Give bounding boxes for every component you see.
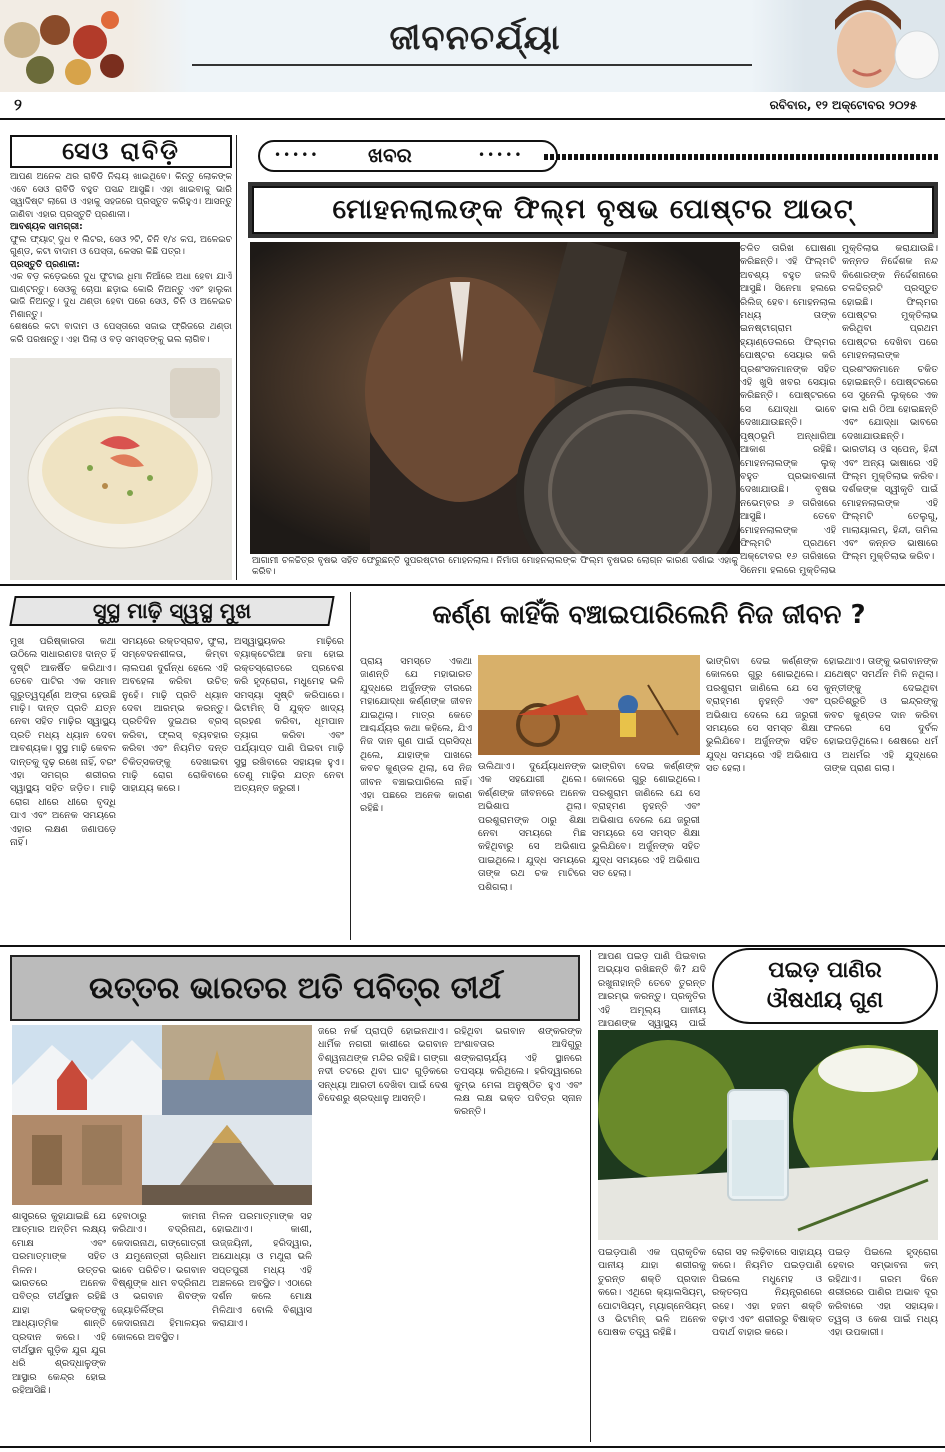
edition-date: ରବିବାର, ୧୨ ଅକ୍ଟୋବର ୨୦୨୫ (769, 98, 917, 112)
recipe-title: ସେଓ ରାବିଡ଼ି (62, 137, 180, 165)
recipe-ingredients: ଫୁଲ ଫ୍ୟାଟ୍ ଦୁଧ ୧ ଲିଟର, ସେଓ ୨ଟି, ଚିନି ୧/୪ କପ, ଅଳେଇଚ ଗୁଣ୍ଡ, କଟା ବାଦାମ ଓ ପେସ୍ତା, କେସର କିଛି ପତ୍ର। (10, 234, 232, 257)
karna-col3: ଭାଙ୍ଗିବା ଦେଇ କର୍ଣ୍ଣଙ୍କ କୋଳରେ ଗୁରୁ ଶୋଇଥିଲେ। ପରଶୁରାମ ଜାଣିଲେ ଯେ ସେ ବ୍ରାହ୍ମଣ ନୁହନ୍ତି ଏବଂ ଅଭିଶାପ ଦେଲେ ଯେ ଜରୁରୀ ସମୟରେ ସେ ସମସ୍ତ ଶିକ୍ଷା ଭୁଲିଯିବେ। ଅର୍ଜୁନଙ୍କ ସହିତ ଯୁଦ୍ଧ ସମୟରେ ଏହି ଅଭିଶାପ ସତ ହେଲା। (592, 761, 700, 880)
recipe-body (10, 171, 232, 355)
karna-col4a: ଭାଙ୍ଗିବା ଦେଇ କର୍ଣ୍ଣଙ୍କ କୋଳରେ ଗୁରୁ ଶୋଇଥିଲେ। ପରଶୁରାମ ଜାଣିଲେ ଯେ ସେ ବ୍ରାହ୍ମଣ ନୁହନ୍ତି ଏବଂ ଅଭିଶାପ ଦେଲେ ଯେ ଜରୁରୀ ସମୟରେ ସେ ସମସ୍ତ ଶିକ୍ଷା ଭୁଲିଯିବେ। ଅର୍ଜୁନଙ୍କ ସହିତ ଯୁଦ୍ଧ ସମୟରେ ଏହି ଅଭିଶାପ ସତ ହେଲା। (706, 656, 818, 775)
coconut-col1: ପଇଡ଼ପାଣି ଏକ ପ୍ରାକୃତିକ ପାନୀୟ ଯାହା ଶରୀରକୁ ତୁରନ୍ତ ଶକ୍ତି ପ୍ରଦାନ କରେ। ଏଥିରେ କ୍ୟାଲସିୟମ୍, ପୋଟାସିୟମ୍, ମ୍ୟାଗ୍ନେସିୟମ୍ ଓ ଭିଟାମିନ୍ ଭଳି ଅନେକ ପୋଷକ ତତ୍ତ୍ୱ ରହିଛି। (598, 1247, 706, 1339)
spices-decoration-image (0, 0, 130, 92)
coconut-title-line2: ଔଷଧୀୟ ଗୁଣ (766, 988, 884, 1013)
tirtha-col5: ରହିଥିବା ଭଗବାନ ଶଙ୍କରଙ୍କ ଅଂଶାବତାର ଆଦିଗୁରୁ ଶଙ୍କରାଚାର୍ଯ୍ୟ ଏହି ସ୍ଥାନରେ ତପସ୍ୟା କରିଥିଲେ। ହରିଦ୍ୱାରରେ କୁମ୍ଭ ମେଳା ଅନୁଷ୍ଠିତ ହୁଏ ଏବଂ ଲକ୍ଷ ଲକ୍ଷ ଭକ୍ତ ପବିତ୍ର ସ୍ନାନ କରନ୍ତି। (454, 1026, 582, 1118)
mohanlal-article-col1: ଚଳିତ ତାରିଖ ଘୋଷଣା କରିଛନ୍ତି। ଏହି ଫିଲ୍ମଟି ଅବଶ୍ୟ ବହୁତ ଜଲଦି ଆସୁଛି। ସିନେମା ହଲରେ ରିଲିଜ୍ ହେବ। ମୋହନଲାଲ ମଧ୍ୟ ତାଙ୍କ ଇନଷ୍ଟାଗ୍ରାମ ହ୍ୟାଣ୍ଡେଲରେ ଫିଲ୍ମର ପୋଷ୍ଟର ସେୟାର କରି ପ୍ରଶଂସକମାନଙ୍କ ସହିତ ଏହି ଖୁସି ଖବର ସେୟାର କରିଛନ୍ତି। ପୋଷ୍ଟରରେ ସେ ଯୋଦ୍ଧା ଭାବେ ଦେଖାଯାଉଛନ୍ତି। ପୃଷ୍ଠଭୂମି ଅନ୍ଧାରିଆ ଆକାଶ ରହିଛି। ମୋହନଲାଲଙ୍କ ଲୁକ୍ ବହୁତ ପ୍ରଭାବଶାଳୀ ଦେଖାଯାଉଛି। ବୃଷଭ ନଭେମ୍ବର ୬ ତାରିଖରେ ଆସୁଛି। ତେବେ ମୋହନଲାଲଙ୍କ ଏହି ଫିଲ୍ମଟି ପ୍ରଥମେ ଅକ୍ଟୋବର ୧୬ ତାରିଖରେ ସିନେମା ହଲରେ ମୁକ୍ତିଲାଭ (740, 243, 836, 576)
page-number: ୨ (14, 95, 22, 114)
tirtha-headline: ଉତ୍ତର ଭାରତର ଅତି ପବିତ୍ର ତୀର୍ଥ (88, 970, 502, 1006)
section-title: ଜୀବନଚର୍ଯ୍ୟା (389, 18, 561, 58)
coconut-title-line1: ପଇଡ଼ ପାଣିର (768, 958, 882, 983)
recipe-method: ଏକ ବଡ଼ କଡ଼େଇରେ ଦୁଧ ଫୁଟାଇ ଧିମା ନିଆଁରେ ଅଧା ହେବା ଯାଏଁ ଘାଣ୍ଟନ୍ତୁ। ସେଓକୁ ଚୋପା ଛଡ଼ାଇ କୋରି ନିଅନ୍ତୁ ଏବଂ ହାଲୁକା ଭାଜି ନିଅନ୍ତୁ। ଦୁଧ ଥଣ୍ଡା ହେବା ପରେ ସେଓ, ଚିନି ଓ ଅଳେଇଚ ମିଶାନ୍ତୁ। (10, 272, 232, 320)
vrusshabha-poster-image (250, 242, 740, 554)
mohanlal-headline-box (248, 182, 938, 238)
karna-headline: କର୍ଣ୍ଣ କାହିଁକି ବଞ୍ଚାଇପାରିଲେନି ନିଜ ଜୀବନ ? (432, 600, 866, 630)
recipe-method-heading: ପ୍ରସ୍ତୁତି ପ୍ରଣାଳୀ: (10, 259, 80, 270)
karna-col4: ହୋଇଥାଏ। ତାଙ୍କୁ ଭଗବାନଙ୍କ ଯଥେଷ୍ଟ ସମର୍ଥନ ମିଳି ନଥିଲା। କୁନ୍ତୀଙ୍କୁ ଦେଇଥିବା ପ୍ରତିଶ୍ରୁତି ଓ ଇନ୍ଦ୍ରଙ୍କୁ କବଚ କୁଣ୍ଡଳ ଦାନ କରିବା ଫଳରେ ସେ ଦୁର୍ବଳ ହୋଇପଡ଼ିଥିଲେ। ଶେଷରେ ଧର୍ମ ଓ ଅଧର୍ମର ଏହି ଯୁଦ୍ଧରେ ତାଙ୍କ ପ୍ରାଣ ଗଲା। (824, 656, 938, 775)
tirtha-col2: ହେବାଠାରୁ କାମନା କରିଥାଏ। ବଦ୍ରିନାଥ, କେଦାରନାଥ, ଗଙ୍ଗୋତ୍ରୀ ଓ ଯମୁନୋତ୍ରୀ ଚାରିଧାମ ଭାବେ ପରିଚିତ। ଭଗବାନ ବିଷ୍ଣୁଙ୍କ ଧାମ ବଦ୍ରିନାଥ ଓ ଭଗବାନ ଶିବଙ୍କ ଜ୍ୟୋତିର୍ଲିଙ୍ଗ କେଦାରନାଥ ହିମାଳୟର କୋଳରେ ଅବସ୍ଥିତ। (112, 1211, 206, 1343)
dental-col1: ମୁଖ ପରିଷ୍କାରତା କଥା ଉଠିଲେ ସାଧାରଣତଃ ଦାନ୍ତ ହିଁ ଦୃଷ୍ଟି ଆକର୍ଷିତ କରିଥାଏ। ତେବେ ପାଟିର ଏକ ସମାନ ଗୁରୁତ୍ୱପୂର୍ଣ୍ଣ ଅଙ୍ଗ ହେଉଛି ମାଢ଼ି। ଦାନ୍ତ ପ୍ରତି ଯତ୍ନ ନେବା ସହିତ ମାଢ଼ିର ସ୍ୱାସ୍ଥ୍ୟ ପ୍ରତି ମଧ୍ୟ ଧ୍ୟାନ ଦେବା ଆବଶ୍ୟକ। ସୁସ୍ଥ ମାଢ଼ି କେବଳ ଦାନ୍ତକୁ ଦୃଢ଼ ରଖେ ନାହିଁ, ବରଂ ଏହା ସମଗ୍ର ଶରୀରର ସ୍ୱାସ୍ଥ୍ୟ ସହିତ ଜଡ଼ିତ। ମାଢ଼ି ରୋଗ ଧୀରେ ଧୀରେ ବୃଦ୍ଧି ପାଏ ଏବଂ ଅନେକ ସମୟରେ ଏହାର ଲକ୍ଷଣ ଜଣାପଡ଼େ ନାହିଁ। (10, 636, 116, 849)
coconut-col3: ପଇଡ଼ ପିଇଲେ ହୃଦ୍‌ରୋଗ ହେବାର ସମ୍ଭାବନା କମ୍ ରହିଥାଏ। ଗରମ ଦିନେ ଶରୀରରେ ପାଣିର ଅଭାବ ଦୂର କରିବାରେ ଏହା ସହାୟକ। ତ୍ୱଚା ଓ କେଶ ପାଇଁ ମଧ୍ୟ ଏହା ଉପକାରୀ। (828, 1247, 938, 1339)
news-label: ଖବର (368, 143, 412, 167)
dental-title: ସୁସ୍ଥ ମାଢ଼ି ସ୍ୱସ୍ଥ ମୁଖ (92, 599, 252, 623)
mahabharata-chariot-image (478, 655, 700, 755)
karna-col1: ପ୍ରାୟ ସମସ୍ତେ ଏକଥା ଜାଣନ୍ତି ଯେ ମହାଭାରତ ଯୁଦ୍ଧରେ ଅର୍ଜୁନଙ୍କ ତୀରରେ ମହାଯୋଦ୍ଧା କର୍ଣ୍ଣଙ୍କ ଜୀବନ ଯାଇଥିଲା। ମାତ୍ର କେତେ ଆଶ୍ଚର୍ଯ୍ୟର କଥା କହିଲେ, ଯିଏ ନିଜ ଦାନ ଗୁଣ ପାଇଁ ପ୍ରସିଦ୍ଧ ଥିଲେ, ଯାହାଙ୍କ ପାଖରେ କବଚ କୁଣ୍ଡଳ ଥିଲା, ସେ ନିଜ ଜୀବନ ବଞ୍ଚାଇପାରିଲେ ନାହିଁ। ଏହା ପଛରେ ଅନେକ କାରଣ ରହିଛି। (360, 656, 472, 815)
tirtha-col4: ଜରେ ନର୍କ ପ୍ରାପ୍ତି ହୋଇନଥାଏ। ଧାର୍ମିକ ନଗରୀ କାଶୀରେ ଭଗବାନ ବିଶ୍ୱନାଥଙ୍କ ମନ୍ଦିର ରହିଛି। ଗଙ୍ଗା ନଦୀ ତଟରେ ଥିବା ଘାଟ ଗୁଡ଼ିକରେ ସନ୍ଧ୍ୟା ଆରତୀ ଦେଖିବା ପାଇଁ ଦେଶ ବିଦେଶରୁ ଶ୍ରଦ୍ଧାଳୁ ଆସନ୍ତି। (318, 1026, 448, 1105)
mohanlal-article-col2: ମୁକ୍ତିଲାଭ କରାଯାଉଛି। କନ୍ନଡ ନିର୍ଦ୍ଦେଶକ ନନ୍ଦ କିଶୋରଙ୍କ ନିର୍ଦ୍ଦେଶନାରେ ଚଳଚ୍ଚିତ୍ରଟି ପ୍ରସ୍ତୁତ ହୋଇଛି। ଫିଲ୍ମର ପୋଷ୍ଟର ମୁକ୍ତିଲାଭ କରିଥିବା ପ୍ରଥମ ପୋଷ୍ଟର ଦେଖିବା ପରେ ମୋହନଲାଲଙ୍କ ପ୍ରଶଂସକମାନେ ଚକିତ ହୋଇଛନ୍ତି। ପୋଷ୍ଟରରେ ସେ ସୁନେଲି ଲୁକ୍‌ରେ ଏକ ଢାଲ ଧରି ଠିଆ ହୋଇଛନ୍ତି ଏବଂ ଯୋଦ୍ଧା ଭାବରେ ଦେଖାଯାଉଛନ୍ତି। ଭାରତୀୟ ଓ ସ୍ପେନ୍, ହିନ୍ଦୀ ଏବଂ ଅନ୍ୟ ଭାଷାରେ ଏହି ଫିଲ୍ମ ମୁକ୍ତିଲାଭ କରିବ। ଦର୍ଶକଙ୍କ ସ୍ୱୀକୃତି ପାଇଁ ମୋହନଲାଲଙ୍କ ଏହି ଫିଲ୍ମଟି ତେଲୁଗୁ, ମାଲାୟାଲମ୍, ହିନ୍ଦୀ, ତାମିଲ ଏବଂ କନ୍ନଡ ଭାଷାରେ ଫିଲ୍ମ ମୁକ୍ତିଲାଭ କରିବ। (842, 243, 938, 563)
skincare-model-image (805, 0, 945, 92)
recipe-title-box (10, 135, 232, 168)
dental-col2: ସମୟରେ ରକ୍ତସ୍ରାବ, ଫୁଲା, ସମ୍ବେଦନଶୀଳତା, କିମ୍ବା ଲାଲପଣ ଦୁର୍ଗନ୍ଧ ହେଲେ ଏହି ଅବହେଳା କରିବା ଉଚିତ୍ ନୁହେଁ। ମାଢ଼ି ପ୍ରତି ଧ୍ୟାନ ଦେବା ଆରମ୍ଭ କରନ୍ତୁ। ପ୍ରତିଦିନ ଦୁଇଥର ବ୍ରସ୍ କରିବା, ଫ୍ଲସ୍ ବ୍ୟବହାର କରିବା ଏବଂ ନିୟମିତ ଦନ୍ତ ଚିକିତ୍ସକଙ୍କୁ ଦେଖାଇବା ମାଢ଼ି ରୋଗ ରୋକିବାରେ ସାହାଯ୍ୟ କରେ। (122, 636, 228, 795)
recipe-serving: ଶେଷରେ କଟା ବାଦାମ ଓ ପେସ୍ତାରେ ସଜାଇ ଫ୍ରିଜରେ ଥଣ୍ଡା କରି ପରଷନ୍ତୁ। ଏହା ପିଲା ଓ ବଡ଼ ସମସ୍ତଙ୍କୁ ଭଲ ଲାଗିବ। (10, 322, 232, 345)
seo-rabidi-dessert-image (10, 358, 232, 580)
coconut-title-box (712, 948, 938, 1024)
mohanlal-headline: ମୋହନଲାଲଙ୍କ ଫିଲ୍ମ ବୃଷଭ ପୋଷ୍ଟର ଆଉଟ୍ (332, 194, 854, 225)
dental-col3: ଅସ୍ୱାସ୍ଥ୍ୟକର ମାଢ଼ିରେ ବ୍ୟାକ୍ଟେରିଆ ଜମା ହୋଇ ରକ୍ତସ୍ରୋତରେ ପ୍ରବେଶ କରି ହୃଦ୍‌ରୋଗ, ମଧୁମେହ ଭଳି ସମସ୍ୟା ସୃଷ୍ଟି କରିପାରେ। ଭିଟାମିନ୍ ସି ଯୁକ୍ତ ଖାଦ୍ୟ ଗ୍ରହଣ କରିବା, ଧୂମପାନ ତ୍ୟାଗ କରିବା ଏବଂ ପର୍ଯ୍ୟାପ୍ତ ପାଣି ପିଇବା ମାଢ଼ି ସୁସ୍ଥ ରଖିବାରେ ସହାୟକ ହୁଏ। ତେଣୁ ମାଢ଼ିର ଯତ୍ନ ନେବା ଅତ୍ୟନ୍ତ ଜରୁରୀ। (234, 636, 344, 795)
coconut-col2: ରୋଗ ସହ ଲଢ଼ିବାରେ ସାହାଯ୍ୟ କରେ। ନିୟମିତ ପଇଡ଼ପାଣି ପିଇଲେ ମଧୁମେହ ଓ ରକ୍ତଚାପ ନିୟନ୍ତ୍ରଣରେ ରହେ। ଏହା ହଜମ ଶକ୍ତି ବଢ଼ାଏ ଏବଂ ଶରୀରରୁ ବିଷାକ୍ତ ପଦାର୍ଥ ବାହାର କରେ। (712, 1247, 822, 1339)
karna-col2: ଉଲିଥାଏ। ଦୁର୍ଯ୍ୟୋଧନଙ୍କ ଏକ ସହଯୋଗୀ ଥିଲେ। କର୍ଣ୍ଣଙ୍କ ଜୀବନରେ ଅନେକ ଅଭିଶାପ ଥିଲା। ପରଶୁରାମଙ୍କ ଠାରୁ ଶିକ୍ଷା ନେବା ସମୟରେ ମିଛ କହିଥିବାରୁ ସେ ଅଭିଶାପ ପାଇଥିଲେ। ଯୁଦ୍ଧ ସମୟରେ ତାଙ୍କ ରଥ ଚକ ମାଟିରେ ପଶିଗଲା। (478, 761, 586, 893)
dental-title-box (9, 596, 334, 626)
news-label-bar: ••••• ଖବର ••••• (258, 140, 938, 174)
recipe-ingredients-heading: ଆବଶ୍ୟକ ସାମଗ୍ରୀ: (10, 222, 83, 232)
pilgrimage-temples-collage (12, 1025, 312, 1205)
recipe-intro: ଆପଣ ଅନେକ ଥର ରାବିଡି ନିଶ୍ଚୟ ଖାଇଥିବେ। କିନ୍ତୁ ଲୋକଙ୍କ ଏବେ ସେଓ ରାବିଡି ବହୁତ ପସନ୍ଦ ଆସୁଛି। ଏହା ଖାଇବାକୁ ଭାରି ସ୍ୱାଦିଷ୍ଟ ଲାଗେ ଓ ଏହାକୁ ସହଜରେ ପ୍ରସ୍ତୁତ କରିହୁଏ। ଆସନ୍ତୁ ଜାଣିବା ଏହାର ପ୍ରସ୍ତୁତି ପ୍ରଣାଳୀ। (10, 172, 232, 220)
tirtha-col3: ମିଳନ ପରମାତ୍ମାଙ୍କ ସହ ହୋଇଥାଏ। କାଶୀ, ଉଜ୍ଜୟିନୀ, ହରିଦ୍ୱାର, ଅଯୋଧ୍ୟା ଓ ମଥୁରା ଭଳି ସପ୍ତପୁରୀ ମଧ୍ୟ ଏହି ଅଞ୍ଚଳରେ ଅବସ୍ଥିତ। ଏଠାରେ ଦର୍ଶନ କଲେ ମୋକ୍ଷ ମିଳିଥାଏ ବୋଲି ବିଶ୍ୱାସ କରାଯାଏ। (212, 1211, 312, 1330)
tirtha-headline-box (10, 955, 580, 1021)
masthead (0, 0, 945, 92)
coconut-intro: ଆପଣ ପଇଡ଼ ପାଣି ପିଇବାର ଅଭ୍ୟାସ ରଖିଛନ୍ତି କି? ଯଦି ରଖୁନାହାନ୍ତି ତେବେ ତୁରନ୍ତ ଆରମ୍ଭ କରନ୍ତୁ। ପ୍ରକୃତିର ଏହି ଅମୂଲ୍ୟ ପାନୀୟ ଆପଣଙ୍କ ସ୍ୱାସ୍ଥ୍ୟ ପାଇଁ (598, 951, 706, 1030)
coconut-water-image (598, 1030, 938, 1240)
mohanlal-caption: ଆଗାମୀ ଚଳଚ୍ଚିତ୍ର ବୃଷଭ ସହିତ ଫେରୁଛନ୍ତି ସୁପରଷ୍ଟାର ମୋହନଲାଲ। ନିର୍ମାତା ମୋହନଲାଲଙ୍କ ଫିଲ୍ମ ବୃଷଭର ଲୋଗ୍ନ କାରଣ ଦର୍ଶାଇ ଏହାକୁ କରିବ। (252, 556, 738, 577)
tirtha-col1: ଶାସ୍ତ୍ରରେ କୁହାଯାଇଛି ଯେ ଆତ୍ମାର ଅନ୍ତିମ ଲକ୍ଷ୍ୟ ମୋକ୍ଷ ଏବଂ ପରମାତ୍ମାଙ୍କ ସହିତ ମିଳନ। ଉତ୍ତର ଭାରତରେ ଅନେକ ପବିତ୍ର ତୀର୍ଥସ୍ଥାନ ରହିଛି ଯାହା ଭକ୍ତଙ୍କୁ ଆଧ୍ୟାତ୍ମିକ ଶାନ୍ତି ପ୍ରଦାନ କରେ। ଏହି ତୀର୍ଥସ୍ଥାନ ଗୁଡ଼ିକ ଯୁଗ ଯୁଗ ଧରି ଶ୍ରଦ୍ଧାଳୁଙ୍କ ଆସ୍ଥାର କେନ୍ଦ୍ର ହୋଇ ରହିଆସିଛି। (12, 1211, 106, 1397)
